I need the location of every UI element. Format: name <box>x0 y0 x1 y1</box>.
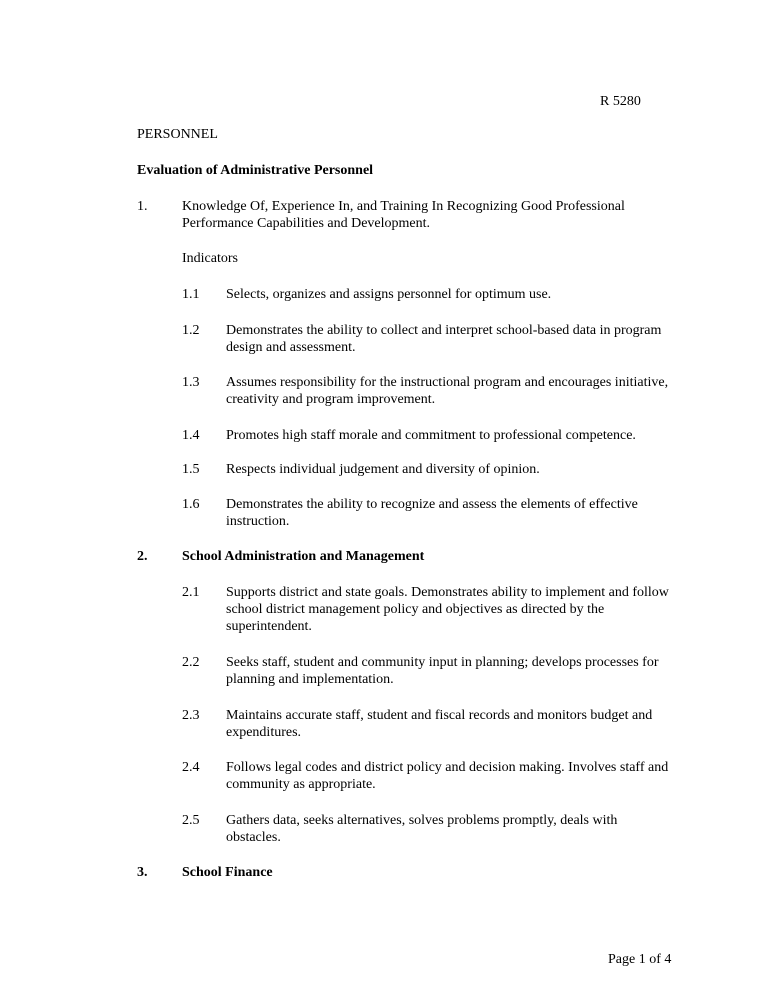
section-number: 3. <box>137 865 148 880</box>
section-number: 2. <box>137 549 148 564</box>
item-number: 1.3 <box>182 375 200 390</box>
item-text: Seeks staff, student and community input in planning; develops processes for planning and implementation. <box>226 655 659 687</box>
item-number: 1.6 <box>182 497 200 512</box>
page-title: Evaluation of Administrative Personnel <box>137 163 374 178</box>
policy-code: R 5280 <box>600 94 641 109</box>
item-text: Follows legal codes and district policy and decision making. Involves staff and community as appropriate. <box>226 760 669 792</box>
item-number: 1.2 <box>182 323 200 338</box>
item-text: Respects individual judgement and diversity of opinion. <box>226 462 540 477</box>
category-label: PERSONNEL <box>137 127 218 142</box>
item-number: 2.2 <box>182 655 200 670</box>
item-text: Gathers data, seeks alternatives, solves problems promptly, deals with obstacles. <box>226 813 618 845</box>
item-number: 2.4 <box>182 760 200 775</box>
indicators-label: Indicators <box>182 251 238 266</box>
item-text: Demonstrates the ability to recognize and assess the elements of effective instruction. <box>226 497 638 529</box>
section-number: 1. <box>137 199 148 214</box>
item-text: Assumes responsibility for the instructional program and encourages initiative, creativity and program improvement. <box>226 375 669 407</box>
item-text: Promotes high staff morale and commitment to professional competence. <box>226 428 636 443</box>
item-number: 1.1 <box>182 287 200 302</box>
item-number: 1.5 <box>182 462 200 477</box>
section-heading: School Finance <box>182 865 273 880</box>
item-number: 2.5 <box>182 813 200 828</box>
section-heading: Knowledge Of, Experience In, and Training In Recognizing Good Professional Performance Capabilities and Development. <box>182 199 625 231</box>
item-text: Maintains accurate staff, student and fiscal records and monitors budget and expenditures. <box>226 708 653 740</box>
page-number: Page 1 of 4 <box>608 952 672 967</box>
section-heading: School Administration and Management <box>182 549 425 564</box>
item-number: 2.1 <box>182 585 200 600</box>
item-number: 2.3 <box>182 708 200 723</box>
item-number: 1.4 <box>182 428 200 443</box>
item-text: Supports district and state goals. Demonstrates ability to implement and follow school district management policy and objectives as directed by the superintendent. <box>226 585 669 634</box>
item-text: Selects, organizes and assigns personnel for optimum use. <box>226 287 552 302</box>
item-text: Demonstrates the ability to collect and interpret school-based data in program design and assessment. <box>226 323 662 355</box>
